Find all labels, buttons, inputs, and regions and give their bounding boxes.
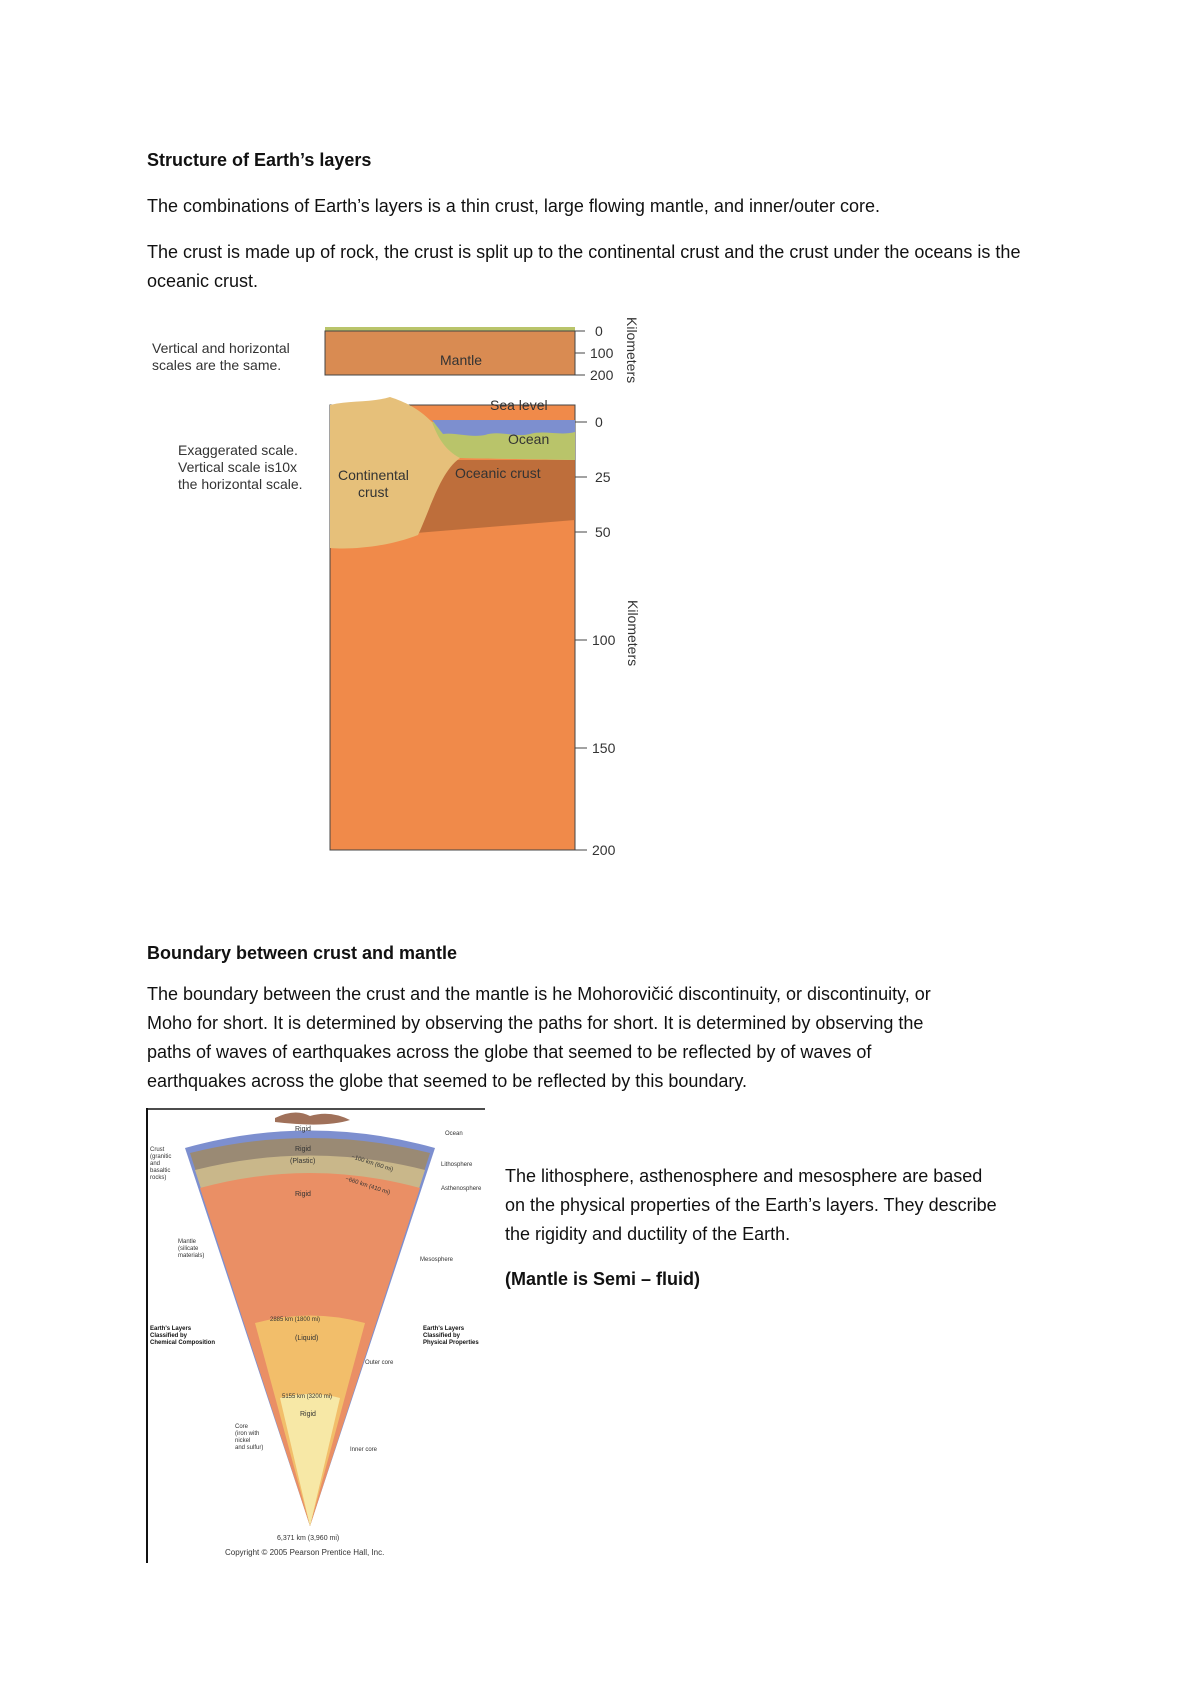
svg-text:materials): materials) xyxy=(178,1253,205,1259)
label-depth-100: ~100 km (60 mi) xyxy=(350,1154,394,1174)
svg-text:Ocean: Ocean xyxy=(445,1131,463,1137)
top-tick-group xyxy=(575,323,614,383)
main-tick-150: 150 xyxy=(592,740,616,756)
svg-text:Asthenosphere: Asthenosphere xyxy=(441,1186,482,1192)
svg-text:Mantle: Mantle xyxy=(178,1239,197,1245)
main-tick-0: 0 xyxy=(595,414,603,430)
boundary-line-2: Moho for short. It is determined by observing the paths for short. It is determined by observing the xyxy=(147,1013,924,1033)
svg-text:Inner core: Inner core xyxy=(350,1447,378,1453)
svg-text:(silicate: (silicate xyxy=(178,1246,199,1252)
svg-text:Crust: Crust xyxy=(150,1147,165,1153)
main-tick-100: 100 xyxy=(592,632,616,648)
label-liquid: (Liquid) xyxy=(295,1335,319,1342)
wedge-continent xyxy=(275,1112,350,1124)
label-rigid-3: Rigid xyxy=(295,1191,311,1198)
sea-level-label: Sea level xyxy=(490,397,548,413)
label-depth-5155: 5155 km (3200 mi) xyxy=(282,1394,333,1400)
svg-text:nickel: nickel xyxy=(235,1438,251,1444)
label-rigid-2: Rigid xyxy=(295,1146,311,1153)
heading-structure: Structure of Earth’s layers xyxy=(147,150,372,170)
top-note-line1: Vertical and horizontal xyxy=(152,340,290,356)
boundary-line-4: earthquakes across the globe that seemed to be reflected by this boundary. xyxy=(147,1071,748,1091)
svg-text:Earth's Layers: Earth's Layers xyxy=(423,1326,465,1332)
side-line-2: on the physical properties of the Earth’s layers. They describe xyxy=(505,1195,997,1215)
boundary-line-3: paths of waves of earthquakes across the globe that seemed to be reflected by of waves of xyxy=(147,1042,872,1062)
side-line-3: the rigidity and ductility of the Earth. xyxy=(505,1224,791,1244)
svg-text:and sulfur): and sulfur) xyxy=(235,1445,264,1451)
top-strip-crust xyxy=(325,327,575,331)
left-label-core xyxy=(235,1424,263,1451)
label-depth-2885: 2885 km (1800 mi) xyxy=(270,1317,321,1323)
right-label-physical xyxy=(423,1326,479,1346)
side-line-1: The lithosphere, asthenosphere and mesosphere are based xyxy=(505,1166,983,1186)
top-note-line2: scales are the same. xyxy=(152,357,282,373)
main-tick-25: 25 xyxy=(595,469,611,485)
left-label-mantle xyxy=(178,1239,204,1259)
ocean-label: Ocean xyxy=(508,431,550,447)
paragraph-combinations: The combinations of Earth’s layers is a thin crust, large flowing mantle, and inner/outer core. xyxy=(147,196,881,216)
svg-text:rocks): rocks) xyxy=(150,1175,167,1181)
exag-note-line3: the horizontal scale. xyxy=(178,476,303,492)
label-depth-6371: 6,371 km (3,960 mi) xyxy=(277,1535,340,1542)
main-tick-50: 50 xyxy=(595,524,611,540)
svg-text:(granitic: (granitic xyxy=(150,1154,172,1160)
main-tick-group xyxy=(575,414,616,858)
exag-note-line2: Vertical scale is10x xyxy=(178,459,298,475)
left-label-crust xyxy=(150,1147,171,1181)
paragraph-crust: The crust is made up of rock, the crust is split up to the continental crust and the crust under the oceans is the oceanic crust. xyxy=(147,242,1021,291)
label-rigid-4: Rigid xyxy=(300,1411,316,1418)
earth-layers-wedge-figure xyxy=(145,1108,490,1563)
svg-text:and: and xyxy=(150,1161,161,1167)
svg-text:(iron with: (iron with xyxy=(235,1431,260,1437)
main-tick-200: 200 xyxy=(592,842,616,858)
continental-crust-label-line2: crust xyxy=(358,484,389,500)
crust-cross-section-figure xyxy=(140,310,660,870)
boundary-line-1: The boundary between the crust and the mantle is he Mohorovičić discontinuity, or discontinuity, or xyxy=(147,984,931,1004)
left-label-chemical xyxy=(150,1326,215,1346)
heading-boundary: Boundary between crust and mantle xyxy=(147,943,458,963)
side-note-mantle: (Mantle is Semi – fluid) xyxy=(505,1269,701,1289)
top-tick-100: 100 xyxy=(590,345,614,361)
oceanic-crust-label: Oceanic crust xyxy=(455,465,541,481)
svg-text:Classified by: Classified by xyxy=(423,1333,461,1339)
exag-note-line1: Exaggerated scale. xyxy=(178,442,298,458)
top-tick-0: 0 xyxy=(595,323,603,339)
svg-text:Earth's Layers: Earth's Layers xyxy=(150,1326,192,1332)
label-plastic: (Plastic) xyxy=(290,1158,316,1165)
label-rigid-1: Rigid xyxy=(295,1126,311,1133)
top-mantle-label: Mantle xyxy=(440,352,483,368)
svg-text:Outer core: Outer core xyxy=(365,1360,394,1366)
svg-text:Chemical Composition: Chemical Composition xyxy=(150,1340,216,1346)
svg-text:Core: Core xyxy=(235,1424,249,1430)
svg-text:Classified by: Classified by xyxy=(150,1333,188,1339)
top-tick-200: 200 xyxy=(590,367,614,383)
top-axis-unit: Kilometers xyxy=(624,317,640,384)
svg-text:Physical Properties: Physical Properties xyxy=(423,1340,479,1346)
continental-crust-label-line1: Continental xyxy=(338,467,409,483)
svg-text:Mesosphere: Mesosphere xyxy=(420,1257,454,1263)
svg-text:basaltic: basaltic xyxy=(150,1168,171,1174)
copyright-text: Copyright © 2005 Pearson Prentice Hall, Inc. xyxy=(225,1548,385,1557)
label-depth-660: ~660 km (410 mi) xyxy=(344,1176,391,1197)
svg-text:Lithosphere: Lithosphere xyxy=(441,1162,473,1168)
main-axis-unit: Kilometers xyxy=(625,600,641,667)
